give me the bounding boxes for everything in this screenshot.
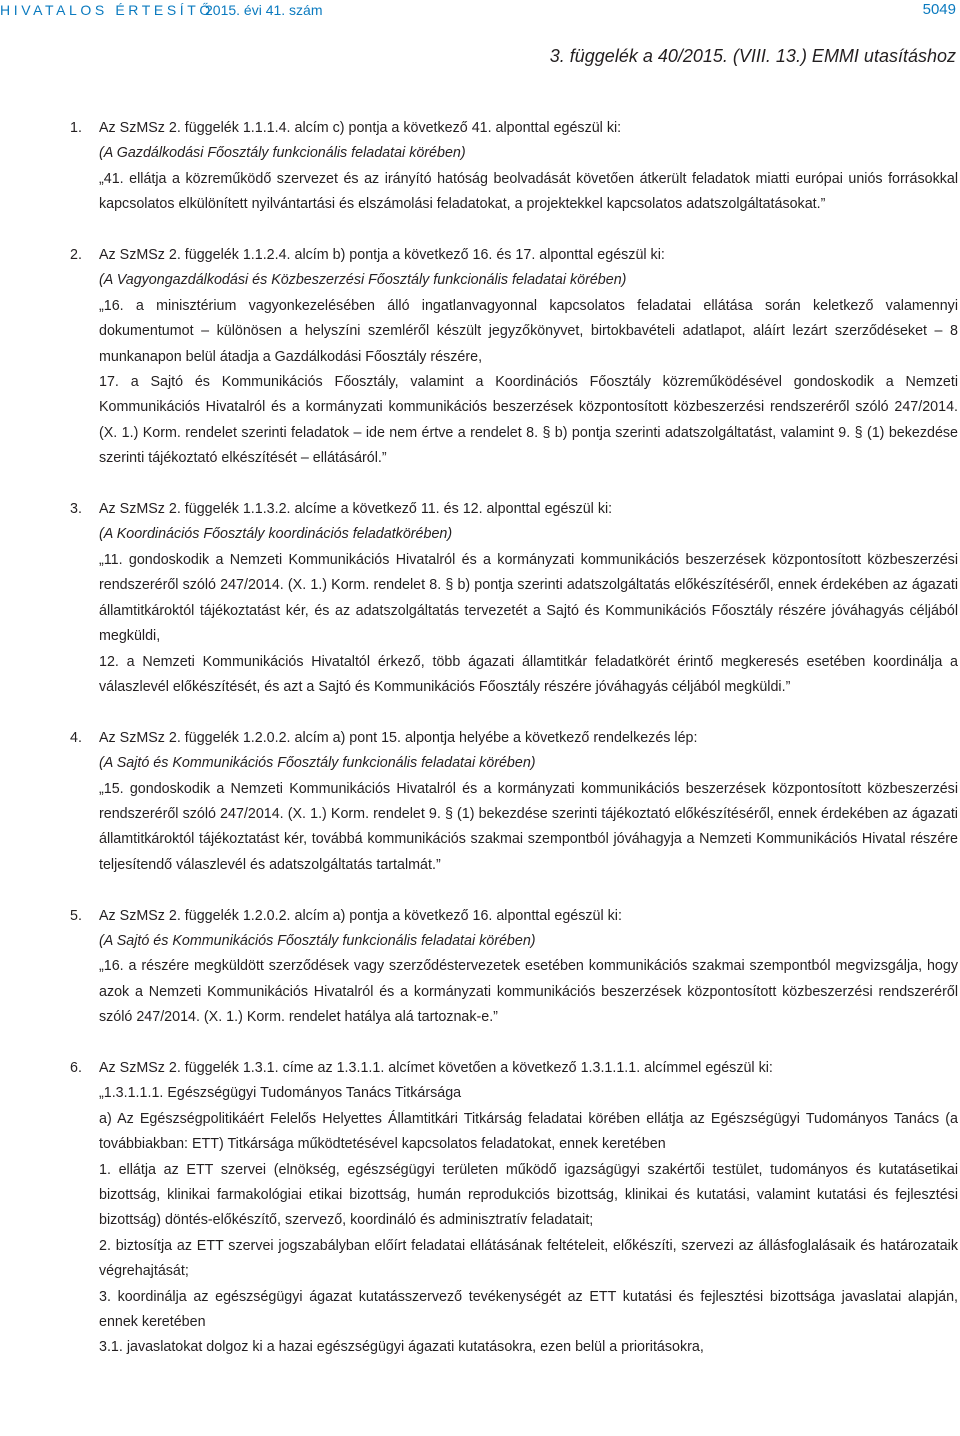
issue-label: 2015. évi 41. szám bbox=[205, 2, 323, 18]
inserted-text: a) Az Egészségpolitikáért Felelős Helyettes Államtitkári Titkárság feladatai körében ellátja az Egészségügyi Tudományos Tanács (a továbbiakban: ETT) Titkársága működtetésével kapcsolatos feladatokat, ennek keretében bbox=[99, 1110, 958, 1153]
amendment-item-4 bbox=[70, 726, 958, 878]
amendment-item-3 bbox=[70, 497, 958, 700]
inserted-text: „16. a minisztérium vagyonkezelésében álló ingatlanvagyonnal kapcsolatos feladatai ellátása során keletkező valamennyi dokumentumot – különösen a helyszíni szemléről készült jegyzőkönyvet, birtokbavételi adatlapot, aláírt lezárt szerződéseket – 8 munkanapon belül átadja a Gazdálkodási Főosztály részére, bbox=[99, 297, 958, 365]
amendment-instruction: Az SzMSz 2. függelék 1.3.1. címe az 1.3.1.1. alcímet követően a következő 1.3.1.1.1. alcímmel egészül ki: bbox=[99, 1059, 773, 1076]
inserted-text: 2. biztosítja az ETT szervei jogszabályban előírt feladatai ellátásának feltételeit, előkészíti, szervezi az állásfoglalásaik és határozataik végrehajtását; bbox=[99, 1237, 958, 1280]
amendment-item-2 bbox=[70, 243, 958, 472]
inserted-text: „41. ellátja a közreműködő szervezet és az irányító hatóság beolvadását követően átkerült feladatok miatti európai uniós forrásokkal kapcsolatos elkülönített nyilvántartási és elszámolási feladatokat, a projektekkel kapcsolatos adatszolgáltatásokat.” bbox=[99, 170, 958, 213]
section-context: (A Koordinációs Főosztály koordinációs feladatkörében) bbox=[99, 526, 453, 543]
subheading: „1.3.1.1.1. Egészségügyi Tudományos Tanács Titkársága bbox=[99, 1085, 462, 1102]
appendix-title: 3. függelék a 40/2015. (VIII. 13.) EMMI utasításhoz bbox=[549, 46, 956, 66]
item-number: 4. bbox=[70, 729, 82, 746]
item-number: 1. bbox=[70, 120, 82, 136]
amendment-item-5 bbox=[70, 904, 958, 1031]
item-number: 5. bbox=[70, 907, 82, 924]
inserted-text: 3. koordinálja az egészségügyi ágazat kutatásszervező tevékenységét az ETT kutatási és fejlesztési bizottsága javaslatai alapján, ennek keretében bbox=[99, 1288, 958, 1331]
section-context: (A Gazdálkodási Főosztály funkcionális feladatai körében) bbox=[99, 145, 466, 162]
item-number: 6. bbox=[70, 1059, 82, 1076]
amendment-instruction: Az SzMSz 2. függelék 1.1.2.4. alcím b) pontja a következő 16. és 17. alponttal egészül ki: bbox=[99, 247, 665, 264]
document-body bbox=[70, 116, 958, 1361]
inserted-text: „15. gondoskodik a Nemzeti Kommunikációs Hivatalról és a kormányzati kommunikációs beszerzések központosított közbeszerzési rendszeréről szóló 247/2014. (X. 1.) Korm. rendelet 9. § (1) bekezdése szerinti tájékoztató előkészítéséről, ennek érdekében az ágazati államtitkároktól tájékoztatást kér, továbbá kommunikációs szakmai szempontból jóváhagyja a Nemzeti Kommunikációs Hivatal részére teljesítendő válaszlevél és adatszolgáltatás tartalmát.” bbox=[99, 780, 958, 873]
item-number: 3. bbox=[70, 501, 82, 518]
amendment-instruction: Az SzMSz 2. függelék 1.2.0.2. alcím a) pont 15. alpontja helyébe a következő rendelkezés lép: bbox=[99, 729, 698, 746]
section-context: (A Vagyongazdálkodási és Közbeszerzési Főosztály funkcionális feladatai körében) bbox=[99, 272, 627, 289]
section-context: (A Sajtó és Kommunikációs Főosztály funkcionális feladatai körében) bbox=[99, 932, 536, 949]
inserted-text: 3.1. javaslatokat dolgoz ki a hazai egészségügyi ágazati kutatásokra, ezen belül a prioritásokra, bbox=[99, 1339, 704, 1356]
section-context: (A Sajtó és Kommunikációs Főosztály funkcionális feladatai körében) bbox=[99, 755, 536, 772]
gazette-title: HIVATALOS ÉRTESÍTŐ bbox=[0, 2, 214, 18]
inserted-text: 12. a Nemzeti Kommunikációs Hivataltól érkező, több ágazati államtitkár feladatkörét érintő megkeresés esetében koordinálja a válaszlevél előkészítését, és azt a Sajtó és Kommunikációs Főosztály részére jóváhagyás céljából megküldi.” bbox=[99, 653, 958, 695]
inserted-text: „11. gondoskodik a Nemzeti Kommunikációs Hivatalról és a kormányzati kommunikációs beszerzések központosított közbeszerzési rendszeréről szóló 247/2014. (X. 1.) Korm. rendelet 8. § b) pontja szerinti adatszolgáltatás előkészítéséről, ennek érdekében az ágazati államtitkároktól tájékoztatást kér, és az adatszolgáltatás tervezetét a Sajtó és Kommunikációs Főosztály részére jóváhagyás céljából megküldi, bbox=[99, 551, 958, 645]
inserted-text: „16. a részére megküldött szerződések vagy szerződéstervezetek esetében kommunikációs szakmai szempontból megvizsgálja, hogy azok a Nemzeti Kommunikációs Hivatalról és a kormányzati kommunikációs beszerzések központosított közbeszerzési rendszeréről szóló 247/2014. (X. 1.) Korm. rendelet hatálya alá tartoznak-e.” bbox=[99, 958, 958, 1026]
page-header bbox=[0, 0, 960, 24]
inserted-text: 1. ellátja az ETT szervei (elnökség, egészségügyi területen működő igazságügyi szakértői testület, tudományos és kutatásetikai bizottság, klinikai farmakológiai etikai bizottság, humán reprodukciós bizottság, klinikai és kutatási, valamint kutatási és fejlesztési bizottság) döntés-előkészítő, szervező, koordináló és adminisztratív feladatait; bbox=[99, 1161, 958, 1229]
amendment-item-1 bbox=[70, 116, 958, 218]
amendment-instruction: Az SzMSz 2. függelék 1.2.0.2. alcím a) pontja a következő 16. alponttal egészül ki: bbox=[99, 907, 622, 924]
amendment-item-6 bbox=[70, 1056, 958, 1361]
amendment-instruction: Az SzMSz 2. függelék 1.1.3.2. alcíme a következő 11. és 12. alponttal egészül ki: bbox=[99, 501, 613, 518]
item-number: 2. bbox=[70, 247, 82, 264]
inserted-text: 17. a Sajtó és Kommunikációs Főosztály, valamint a Koordinációs Főosztály közreműködésével gondoskodik a Nemzeti Kommunikációs Hivatalról és a kormányzati kommunikációs beszerzések központosított közbeszerzési rendszeréről szóló 247/2014. (X. 1.) Korm. rendelet szerinti feladatok – ide nem értve a rendelet 8. § b) pontja szerinti adatszolgáltatást, valamint 9. § (1) bekezdése szerinti tájékoztató elkészítését – ellátásáról.” bbox=[99, 374, 958, 467]
page-number: 5049 bbox=[922, 1, 956, 18]
amendment-instruction: Az SzMSz 2. függelék 1.1.1.4. alcím c) pontja a következő 41. alponttal egészül ki: bbox=[99, 120, 622, 136]
